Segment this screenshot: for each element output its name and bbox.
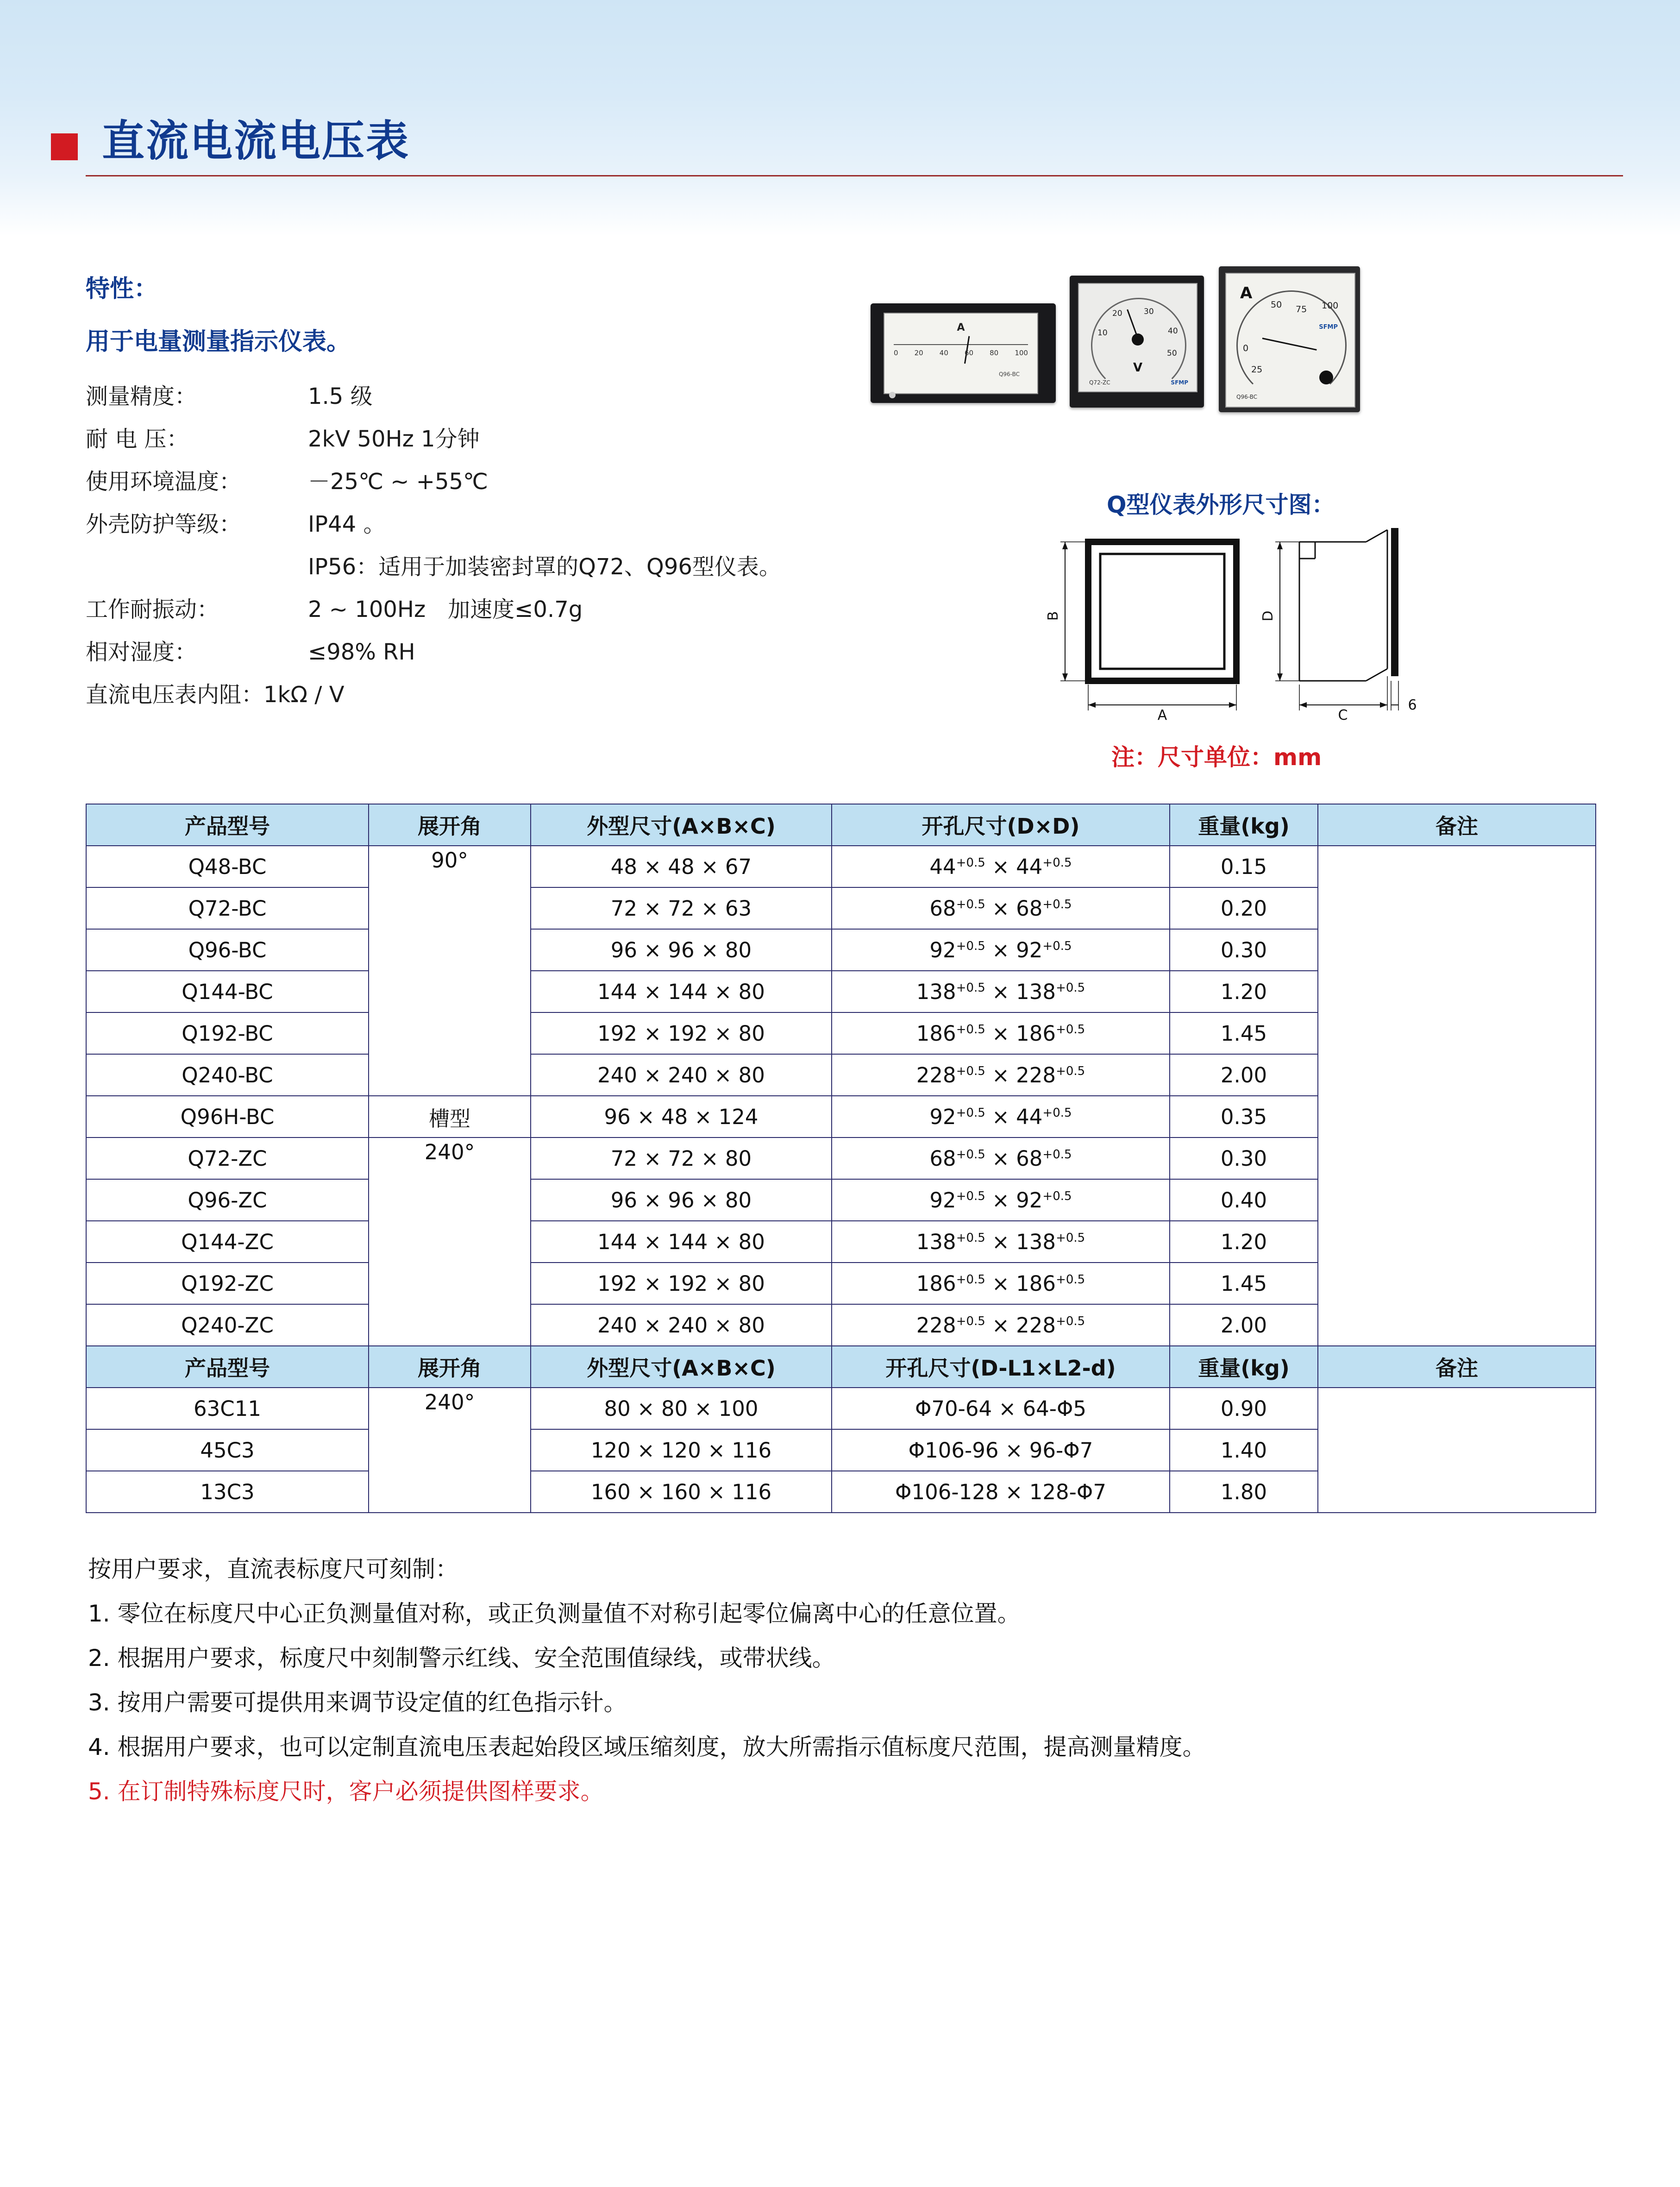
svg-text:A: A [1157,707,1167,723]
spec-value-protection: IP44 。 [308,511,386,537]
th-outline: 外型尺寸(A×B×C) [531,804,832,846]
note-item-4: 4. 根据用户要求，也可以定制直流电压表起始段区域压缩刻度，放大所需指示值标度尺范围，提高测量精度。 [88,1734,1206,1760]
meter-unit-label-a: A [1240,284,1253,302]
spec-value-protection-note: IP56：适用于加装密封罩的Q72、Q96型仪表。 [308,554,781,580]
svg-text:D: D [1260,610,1276,622]
spec-value-withstand-voltage: 2kV 50Hz 1分钟 [308,426,480,452]
meter-tick-5: 100 [1015,349,1028,357]
cell-model: Q96-BC [86,929,369,971]
header-banner [0,0,1680,236]
cell-outline: 72 × 72 × 80 [531,1137,832,1179]
spec-row-withstand-voltage [86,418,919,460]
cell-weight: 1.45 [1170,1012,1318,1054]
cell-weight: 2.00 [1170,1054,1318,1096]
th-cutout: 开孔尺寸(D×D) [832,804,1170,846]
cell-weight: 1.80 [1170,1471,1318,1513]
spec-row-accuracy [86,375,919,418]
product-photos [871,266,1339,424]
meter-tick-3: 60 [964,349,974,357]
cell-angle: 90° [369,846,531,1096]
cell-outline: 192 × 192 × 80 [531,1012,832,1054]
specifications-block [86,269,919,716]
cell-model: Q48-BC [86,846,369,887]
meter-tick-40: 40 [1168,327,1178,336]
cell-cutout: $138^{+0.5} \times 138^{+0.5}$ [832,971,1170,1012]
meter-tick-0: 0 [894,349,898,357]
th-remark-2: 备注 [1318,1346,1596,1388]
cell-remark [1318,1388,1596,1513]
cell-model: 45C3 [86,1429,369,1471]
meter-zero-adjust-knob [889,392,896,398]
th-outline-2: 外型尺寸(A×B×C) [531,1346,832,1388]
footer-notes [88,1547,1616,1814]
meter-tick-0: 0 [1243,343,1249,353]
dimension-diagram-svg [1009,523,1611,723]
cell-weight: 1.45 [1170,1263,1318,1304]
photo-square-voltmeter [1070,276,1204,408]
cell-model: Q72-ZC [86,1137,369,1179]
brand-logo: SFMP [1319,324,1338,331]
spec-label-temperature: 使用环境温度： [86,469,242,495]
note-item-1: 1. 零位在标度尺中心正负测量值对称，或正负测量值不对称引起零位偏离中心的任意位置。 [88,1600,1021,1627]
meter-tick-10: 10 [1097,328,1108,338]
th-angle: 展开角 [369,804,531,846]
meter-unit-label-v: V [1133,361,1143,375]
th-remark: 备注 [1318,804,1596,846]
cell-cutout: $228^{+0.5} \times 228^{+0.5}$ [832,1304,1170,1346]
th-weight-2: 重量(kg) [1170,1346,1318,1388]
cell-model: Q144-BC [86,971,369,1012]
meter-model-label: Q72-ZC [1089,379,1110,386]
page-title: 直流电流电压表 [102,116,410,166]
table-row [86,846,1596,887]
cell-outline: 144 × 144 × 80 [531,1221,832,1263]
spec-row-humidity [86,631,919,673]
cell-weight: 0.30 [1170,929,1318,971]
note-item-5: 5. 在订制特殊标度尺时，客户必须提供图样要求。 [88,1778,604,1805]
cell-model: Q240-BC [86,1054,369,1096]
spec-row-vibration [86,588,919,631]
header-divider [86,175,1623,176]
cell-weight: 1.20 [1170,971,1318,1012]
cell-model: Q96H-BC [86,1096,369,1137]
cell-angle: 240° [369,1137,531,1346]
cell-weight: 0.15 [1170,846,1318,887]
cell-outline: 96 × 48 × 124 [531,1096,832,1137]
cell-outline: 120 × 120 × 116 [531,1429,832,1471]
dimension-units-note: 注：尺寸单位：mm [1111,744,1322,771]
spec-label-accuracy: 测量精度： [86,383,197,409]
photo-large-ammeter [1219,266,1360,412]
cell-model: Q96-ZC [86,1179,369,1221]
cell-outline: 96 × 96 × 80 [531,929,832,971]
photo-rectangular-ammeter [871,303,1056,403]
cell-outline: 192 × 192 × 80 [531,1263,832,1304]
brand-logo: SFMP [1171,379,1188,386]
cell-remark [1318,846,1596,1346]
th-weight: 重量(kg) [1170,804,1318,846]
th-cutout-2: 开孔尺寸(D-L1×L2-d) [832,1346,1170,1388]
cell-weight: 0.90 [1170,1388,1318,1429]
header-marker-square [51,133,78,160]
meter-tick-2: 40 [939,349,948,357]
spec-value-accuracy: 1.5 级 [308,383,373,409]
spec-value-vibration: 2 ~ 100Hz 加速度≤0.7g [308,597,583,622]
cell-cutout: Φ106-128 × 128-Φ7 [832,1471,1170,1513]
cell-angle: 槽型 [369,1096,531,1137]
cell-outline: 240 × 240 × 80 [531,1054,832,1096]
th-angle-2: 展开角 [369,1346,531,1388]
cell-cutout: Φ70-64 × 64-Φ5 [832,1388,1170,1429]
cell-weight: 2.00 [1170,1304,1318,1346]
meter-tick-labels [894,349,1028,357]
cell-model: Q72-BC [86,887,369,929]
spec-label-protection: 外壳防护等级： [86,511,242,537]
cell-outline: 144 × 144 × 80 [531,971,832,1012]
specification-table-wrapper [86,804,1595,1513]
cell-weight: 1.40 [1170,1429,1318,1471]
spec-value-temperature: －25℃ ~ +55℃ [308,469,488,495]
spec-row-protection-note [86,546,919,588]
cell-cutout: Φ106-96 × 96-Φ7 [832,1429,1170,1471]
meter-tick-25: 25 [1251,364,1263,375]
spec-row-protection [86,503,919,546]
dimension-diagram [1009,523,1611,723]
cell-outline: 160 × 160 × 116 [531,1471,832,1513]
cell-model: Q192-ZC [86,1263,369,1304]
dimension-diagram-title: Q型仪表外形尺寸图： [1107,491,1335,518]
specification-table [86,804,1596,1513]
th-model-2: 产品型号 [86,1346,369,1388]
cell-cutout: $186^{+0.5} \times 186^{+0.5}$ [832,1263,1170,1304]
cell-weight: 0.40 [1170,1179,1318,1221]
cell-weight: 1.20 [1170,1221,1318,1263]
cell-cutout: $138^{+0.5} \times 138^{+0.5}$ [832,1221,1170,1263]
meter-model-label: Q96-BC [1236,394,1258,400]
cell-angle: 240° [369,1388,531,1513]
meter-face [884,313,1038,394]
meter-unit-label-a: A [957,322,965,333]
cell-model: 13C3 [86,1471,369,1513]
cell-model: Q192-BC [86,1012,369,1054]
spec-label-humidity: 相对湿度： [86,639,197,665]
cell-cutout: $44^{+0.5} \times 44^{+0.5}$ [832,846,1170,887]
meter-scale-line [894,344,1028,345]
cell-weight: 0.35 [1170,1096,1318,1137]
meter-tick-100: 100 [1322,301,1339,311]
meter-face [1225,273,1355,408]
meter-pivot-hub [1132,333,1144,346]
meter-model-label: Q96-BC [998,371,1020,377]
meter-pivot-hub [1319,371,1333,384]
notes-lead: 按用户要求，直流表标度尺可刻制： [88,1556,458,1583]
cell-model: Q240-ZC [86,1304,369,1346]
cell-cutout: $92^{+0.5} \times 44^{+0.5}$ [832,1096,1170,1137]
cell-cutout: $228^{+0.5} \times 228^{+0.5}$ [832,1054,1170,1096]
meter-tick-75: 75 [1296,304,1307,314]
svg-text:B: B [1045,611,1061,621]
spec-subheading: 用于电量测量指示仪表。 [86,328,351,356]
cell-outline: 72 × 72 × 63 [531,887,832,929]
header-inner [51,116,1635,181]
cell-cutout: $186^{+0.5} \times 186^{+0.5}$ [832,1012,1170,1054]
cell-model: 63C11 [86,1388,369,1429]
meter-tick-50: 50 [1167,349,1177,358]
cell-cutout: $68^{+0.5} \times 68^{+0.5}$ [832,1137,1170,1179]
svg-text:6: 6 [1408,697,1417,713]
cell-outline: 240 × 240 × 80 [531,1304,832,1346]
cell-cutout: $92^{+0.5} \times 92^{+0.5}$ [832,1179,1170,1221]
spec-heading: 特性： [86,275,158,303]
cell-weight: 0.30 [1170,1137,1318,1179]
th-model: 产品型号 [86,804,369,846]
spec-row-temperature [86,460,919,503]
meter-tick-20: 20 [1112,309,1122,318]
cell-outline: 96 × 96 × 80 [531,1179,832,1221]
cell-outline: 48 × 48 × 67 [531,846,832,887]
note-item-3: 3. 按用户需要可提供用来调节设定值的红色指示针。 [88,1689,627,1716]
spec-value-humidity: ≤98% RH [308,639,415,665]
svg-text:C: C [1338,707,1348,723]
cell-cutout: $68^{+0.5} \times 68^{+0.5}$ [832,887,1170,929]
spec-label-vibration: 工作耐振动： [86,597,219,622]
cell-weight: 0.20 [1170,887,1318,929]
table-header-row-2 [86,1346,1596,1388]
meter-tick-4: 80 [990,349,999,357]
meter-face [1078,283,1197,392]
cell-model: Q144-ZC [86,1221,369,1263]
meter-tick-1: 20 [914,349,923,357]
meter-tick-50: 50 [1271,300,1282,310]
table-row [86,1388,1596,1429]
cell-cutout: $92^{+0.5} \times 92^{+0.5}$ [832,929,1170,971]
cell-outline: 80 × 80 × 100 [531,1388,832,1429]
meter-tick-30: 30 [1144,307,1154,316]
note-item-2: 2. 根据用户要求，标度尺中刻制警示红线、安全范围值绿线，或带状线。 [88,1645,835,1672]
spec-row-internal-resistance: 直流电压表内阻：1kΩ / V [86,682,345,708]
table-header-row-1 [86,804,1596,846]
spec-label-withstand-voltage: 耐 电 压： [86,426,189,452]
